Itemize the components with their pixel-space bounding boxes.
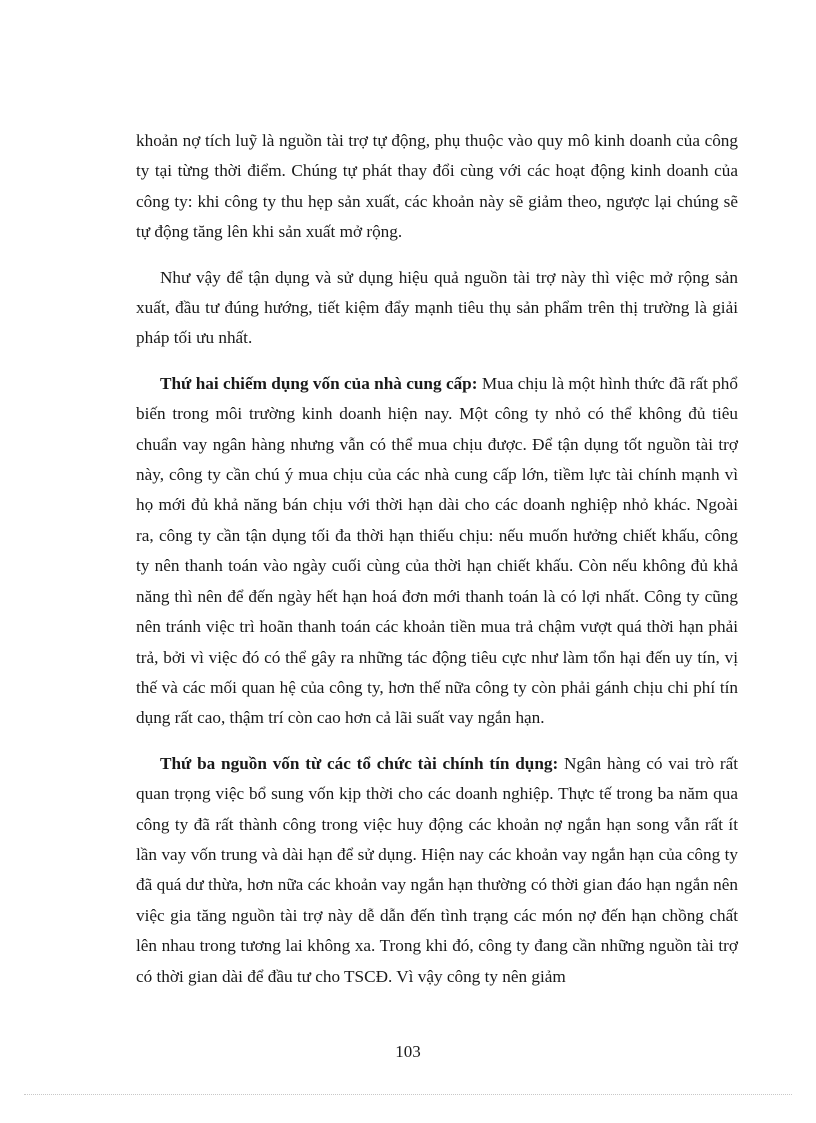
paragraph-conclusion: [136, 263, 738, 354]
body-text: [136, 126, 738, 1007]
page-number: 103: [395, 1042, 421, 1061]
paragraph-lead-heading: Thứ hai chiếm dụng vốn của nhà cung cấp:: [160, 373, 478, 393]
paragraph-text: khoản nợ tích luỹ là nguồn tài trợ tự động, phụ thuộc vào quy mô kinh doanh của công ty tại từng thời điểm. Chúng tự phát thay đổi cùng với các hoạt động kinh doanh của công ty: khi công ty thu hẹp sản xuất, các khoản này sẽ giảm theo, ngược lại chúng sẽ tự động tăng lên khi sản xuất mở rộng.: [136, 131, 738, 242]
paragraph-lead-heading: Thứ ba nguồn vốn từ các tổ chức tài chính tín dụng:: [160, 753, 559, 773]
paragraph-text: Mua chịu là một hình thức đã rất phổ biến trong môi trường kinh doanh hiện nay. Một công ty nhỏ có thể không đủ tiêu chuẩn vay ngân hàng nhưng vẫn có thể mua chịu được. Để tận dụng tốt nguồn tài trợ này, công ty cần chú ý mua chịu của các nhà cung cấp lớn, tiềm lực tài chính mạnh vì họ mới đủ khả năng bán chịu với thời hạn dài cho các doanh nghiệp nhỏ khác. Ngoài ra, công ty cần tận dụng tối đa thời hạn thiếu chịu: nếu muốn hưởng chiết khấu, công ty nên thanh toán vào ngày cuối cùng của thời hạn chiết khấu. Còn nếu không đủ khả năng thì nên để đến ngày hết hạn hoá đơn mới thanh toán là có lợi nhất. Công ty cũng nên tránh việc trì hoãn thanh toán các khoản tiền mua trả chậm vượt quá thời hạn phải trả, bởi vì việc đó có thể gây ra những tác động tiêu cực như làm tổn hại đến uy tín, vị thế và các mối quan hệ của công ty, hơn thế nữa công ty còn phải gánh chịu chi phí tín dụng rất cao, thậm trí còn cao hơn cả lãi suất vay ngắn hạn.: [136, 373, 738, 728]
paragraph-text: Như vậy để tận dụng và sử dụng hiệu quả nguồn tài trợ này thì việc mở rộng sản xuất, đầu tư đúng hướng, tiết kiệm đẩy mạnh tiêu thụ sản phẩm trên thị trường là giải pháp tối ưu nhất.: [136, 267, 738, 348]
page-bottom-divider: [24, 1094, 792, 1095]
paragraph-bank-credit: [136, 749, 738, 992]
paragraph-text: Ngân hàng có vai trò rất quan trọng việc bổ sung vốn kịp thời cho các doanh nghiệp. Thực tế trong ba năm qua công ty đã rất thành công trong việc huy động các khoản nợ ngắn hạn song vẫn rất ít lần vay vốn trung và dài hạn để sử dụng. Hiện nay các khoản vay ngắn hạn của công ty đã quá dư thừa, hơn nữa các khoản vay ngắn hạn thường có thời gian đáo hạn ngắn nên việc gia tăng nguồn tài trợ này dễ dẫn đến tình trạng các món nợ đến hạn chồng chất lên nhau trong tương lai không xa. Trong khi đó, công ty đang cần những nguồn tài trợ có thời gian dài để đầu tư cho TSCĐ. Vì vậy công ty nên giảm: [136, 753, 738, 986]
paragraph-accrued-liabilities: [136, 126, 738, 248]
paragraph-supplier-credit: [136, 369, 738, 734]
